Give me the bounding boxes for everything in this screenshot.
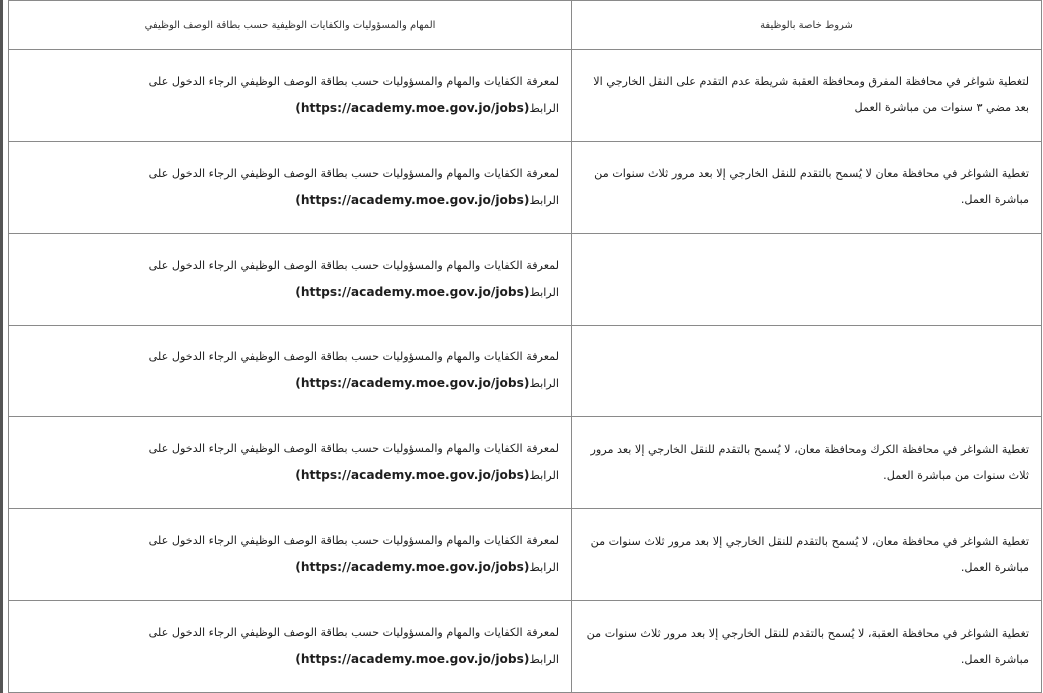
duties-text: لمعرفة الكفايات والمهام والمسؤوليات حسب بطاقة الوصف الوظيفي الرجاء الدخول على الرابط (148, 258, 559, 299)
table-row (9, 509, 1042, 601)
duties-text: لمعرفة الكفايات والمهام والمسؤوليات حسب بطاقة الوصف الوظيفي الرجاء الدخول على الرابط (148, 350, 559, 391)
jobs-link[interactable]: (https://academy.moe.gov.jo/jobs) (295, 652, 530, 667)
special-conditions-cell: تغطية الشواغر في محافظة معان، لا يُسمح بالتقدم للنقل الخارجي إلا بعد مرور ثلاث سنوات من مباشرة العمل. (572, 509, 1042, 601)
table-row (9, 50, 1042, 142)
jobs-link[interactable]: (https://academy.moe.gov.jo/jobs) (295, 284, 530, 299)
jobs-link[interactable]: (https://academy.moe.gov.jo/jobs) (295, 468, 530, 483)
duties-cell (9, 509, 572, 601)
table-row (9, 417, 1042, 509)
table-row (9, 233, 1042, 325)
header-duties-competencies: المهام والمسؤوليات والكفايات الوظيفية حسب بطاقة الوصف الوظيفي (9, 1, 572, 50)
duties-text: لمعرفة الكفايات والمهام والمسؤوليات حسب بطاقة الوصف الوظيفي الرجاء الدخول على الرابط (148, 626, 559, 667)
special-conditions-cell: تغطية الشواغر في محافظة الكرك ومحافظة معان، لا يُسمح بالتقدم للنقل الخارجي إلا بعد مرور ثلاث سنوات من مباشرة العمل. (572, 417, 1042, 509)
special-conditions-cell: تغطية الشواغر في محافظة العقبة، لا يُسمح بالتقدم للنقل الخارجي إلا بعد مرور ثلاث سنوات من مباشرة العمل. (572, 601, 1042, 693)
duties-cell (9, 417, 572, 509)
special-conditions-cell: لتغطية شواغر في محافظة المفرق ومحافظة العقبة شريطة عدم التقدم على النقل الخارجي الا بعد مضي ٣ سنوات من مباشرة العمل (572, 50, 1042, 142)
job-conditions-table (8, 0, 1042, 693)
jobs-link[interactable]: (https://academy.moe.gov.jo/jobs) (295, 192, 530, 207)
duties-cell (9, 325, 572, 417)
table-row (9, 141, 1042, 233)
duties-cell (9, 233, 572, 325)
header-special-conditions: شروط خاصة بالوظيفة (572, 1, 1042, 50)
jobs-link[interactable]: (https://academy.moe.gov.jo/jobs) (295, 560, 530, 575)
jobs-link[interactable]: (https://academy.moe.gov.jo/jobs) (295, 376, 530, 391)
table-row (9, 601, 1042, 693)
duties-cell (9, 50, 572, 142)
page-edge-line (0, 0, 3, 693)
duties-cell (9, 141, 572, 233)
duties-text: لمعرفة الكفايات والمهام والمسؤوليات حسب بطاقة الوصف الوظيفي الرجاء الدخول على الرابط (148, 534, 559, 575)
duties-text: لمعرفة الكفايات والمهام والمسؤوليات حسب بطاقة الوصف الوظيفي الرجاء الدخول على الرابط (148, 166, 559, 207)
duties-text: لمعرفة الكفايات والمهام والمسؤوليات حسب بطاقة الوصف الوظيفي الرجاء الدخول على الرابط (148, 74, 559, 115)
duties-cell (9, 601, 572, 693)
special-conditions-cell (572, 233, 1042, 325)
table-header-row (9, 1, 1042, 50)
duties-text: لمعرفة الكفايات والمهام والمسؤوليات حسب بطاقة الوصف الوظيفي الرجاء الدخول على الرابط (148, 442, 559, 483)
special-conditions-cell: تغطية الشواغر في محافظة معان لا يُسمح بالتقدم للنقل الخارجي إلا بعد مرور ثلاث سنوات من مباشرة العمل. (572, 141, 1042, 233)
jobs-link[interactable]: (https://academy.moe.gov.jo/jobs) (295, 100, 530, 115)
table-row (9, 325, 1042, 417)
special-conditions-cell (572, 325, 1042, 417)
